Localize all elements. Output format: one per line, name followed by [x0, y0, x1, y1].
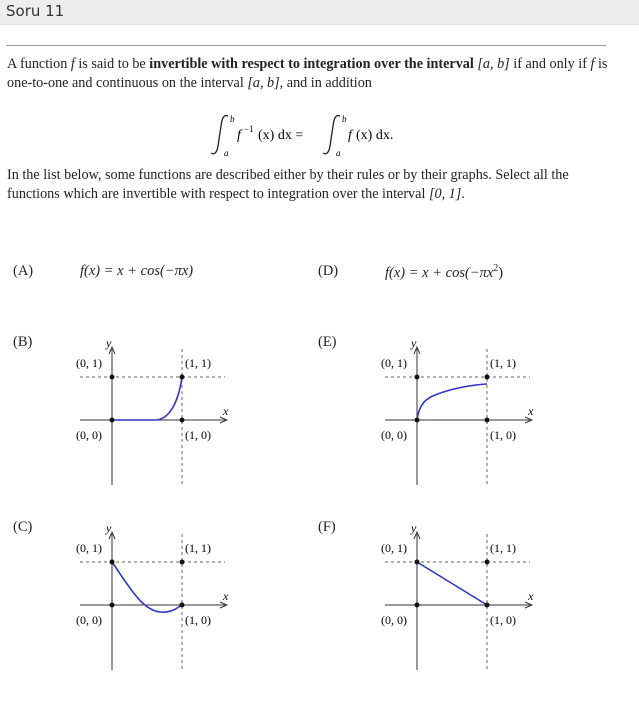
integral-equation [0, 112, 639, 158]
divider [6, 45, 606, 46]
label-10: (1, 0) [185, 428, 211, 442]
inverse-exponent: −1 [244, 124, 254, 134]
lower-limit-right: a [336, 148, 341, 158]
right-f: f [348, 128, 352, 143]
point-01 [415, 375, 420, 380]
point-10 [180, 418, 185, 423]
x-label: x [528, 404, 534, 418]
label-10: (1, 0) [490, 428, 516, 442]
instruction-paragraph: In the list below, some functions are described either by their rules or by their graphs. Select all the functions which are invertible with respect to integration over the interval [0, 1]. [7, 167, 569, 202]
x-label: x [223, 404, 229, 418]
inverse-f: f [237, 128, 241, 143]
point-11 [485, 560, 490, 565]
point-11 [485, 375, 490, 380]
label-11: (1, 1) [490, 541, 516, 555]
question-title: Soru 11 [6, 2, 65, 20]
lower-limit-left: a [224, 148, 229, 158]
label-00: (0, 0) [76, 428, 102, 442]
label-10: (1, 0) [185, 613, 211, 627]
x-label: x [223, 589, 229, 603]
label-00: (0, 0) [381, 613, 407, 627]
point-10 [180, 603, 185, 608]
label-11: (1, 1) [185, 356, 211, 370]
graph-c [60, 520, 260, 670]
option-c-label[interactable]: (C) [13, 519, 33, 535]
option-a-formula: f(x) = x + cos(−πx) [80, 263, 194, 279]
option-d-label[interactable]: (D) [318, 263, 339, 279]
point-10 [485, 418, 490, 423]
label-11: (1, 1) [490, 356, 516, 370]
upper-limit-right: b [342, 114, 347, 124]
label-10: (1, 0) [490, 613, 516, 627]
label-01: (0, 1) [76, 541, 102, 555]
label-00: (0, 0) [76, 613, 102, 627]
curve-b [112, 377, 182, 420]
point-01 [110, 560, 115, 565]
label-11: (1, 1) [185, 541, 211, 555]
y-label: y [411, 336, 417, 350]
right-arg: (x) dx. [356, 128, 394, 143]
graph-f [365, 520, 565, 670]
point-11 [180, 375, 185, 380]
y-label: y [106, 521, 112, 535]
point-00 [110, 418, 115, 423]
point-00 [415, 418, 420, 423]
point-00 [415, 603, 420, 608]
point-00 [110, 603, 115, 608]
option-a-label[interactable]: (A) [13, 263, 34, 279]
label-01: (0, 1) [76, 356, 102, 370]
point-01 [110, 375, 115, 380]
label-01: (0, 1) [381, 356, 407, 370]
option-d-formula: $f(x) = x + \cos(-\pi x^2)$ [385, 263, 504, 281]
left-arg: (x) dx = [258, 128, 304, 143]
graph-e [365, 335, 565, 485]
question-header [0, 0, 639, 25]
point-10 [485, 603, 490, 608]
label-00: (0, 0) [381, 428, 407, 442]
curve-e [417, 384, 487, 420]
curve-f [417, 562, 487, 605]
label-01: (0, 1) [381, 541, 407, 555]
point-01 [415, 560, 420, 565]
y-label: y [411, 521, 417, 535]
y-label: y [106, 336, 112, 350]
option-b-label[interactable]: (B) [13, 334, 33, 350]
option-e-label[interactable]: (E) [318, 334, 337, 350]
option-f-label[interactable]: (F) [318, 519, 336, 535]
x-label: x [528, 589, 534, 603]
graph-b [60, 335, 260, 485]
upper-limit-left: b [230, 114, 235, 124]
point-11 [180, 560, 185, 565]
definition-paragraph: A function f is said to be invertible with respect to integration over the interval [a, b] if and only if f is one-to-one and continuous on the interval [a, b], and in addition [7, 56, 608, 91]
